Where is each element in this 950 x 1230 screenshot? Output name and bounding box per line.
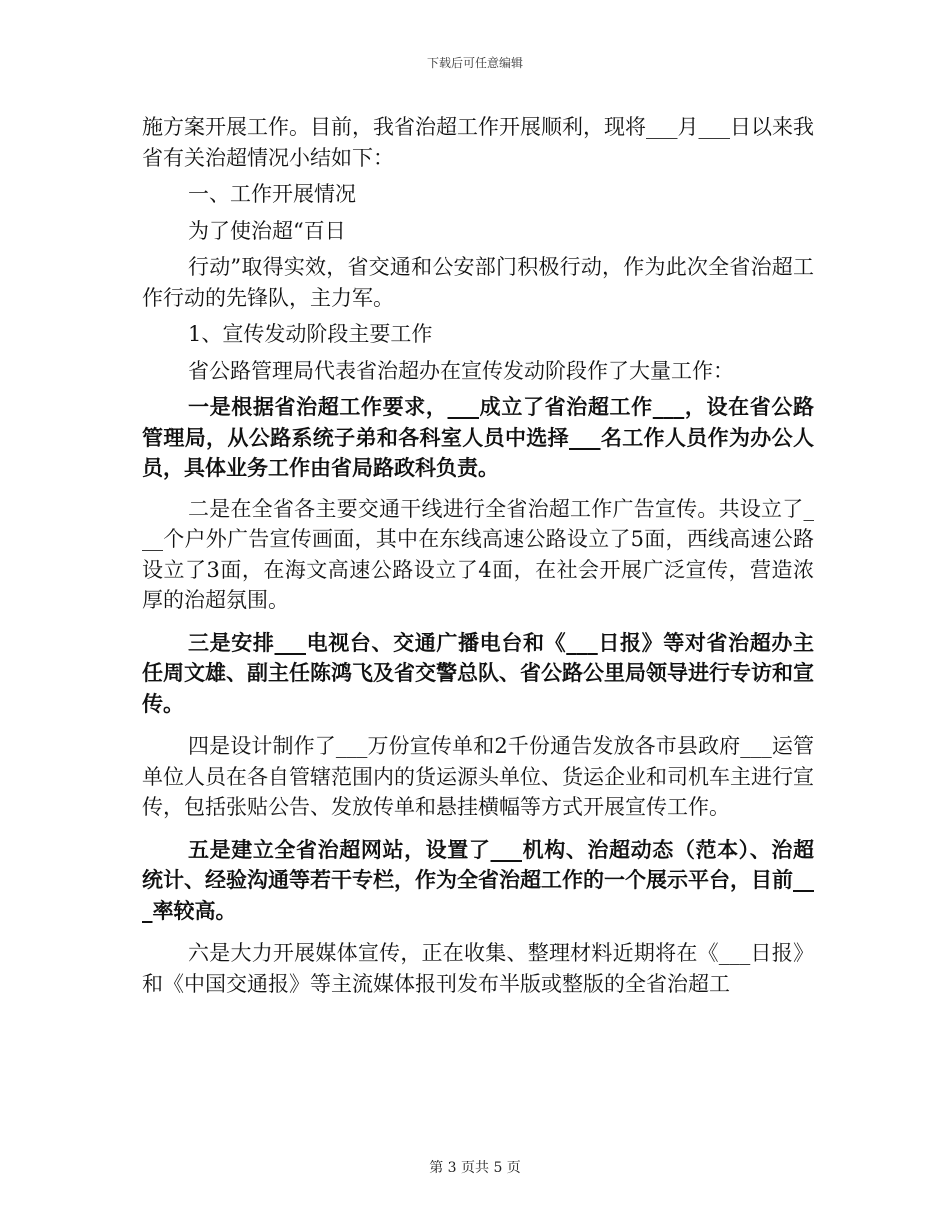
paragraph-action: 行动”取得实效，省交通和公安部门积极行动，作为此次全省治超工作行动的先锋队，主力军。 <box>142 255 814 310</box>
paragraph-bureau: 省公路管理局代表省治超办在宣传发动阶段作了大量工作： <box>188 358 734 383</box>
paragraph-item-4: 四是设计制作了___万份宣传单和2千份通告发放各市县政府___运管单位人员在各自管辖范围内的货运源头单位、货运企业和司机车主进行宣传，包括张贴公告、发放传单和悬挂横幅等方式开展宣传工作。 <box>142 734 814 819</box>
paragraph-intro: 施方案开展工作。目前，我省治超工作开展顺利，现将___月___日以来我省有关治超情况小结如下： <box>142 115 814 170</box>
page-footer: 第 3 页共 5 页 <box>429 1160 521 1176</box>
paragraph-item-2: 二是在全省各主要交通干线进行全省治超工作广告宣传。共设立了___个户外广告宣传画面，其中在东线高速公路设立了5面，西线高速公路设立了3面，在海文高速公路设立了4面，在社会开展广泛宣传，营造浓厚的治超氛围。 <box>142 496 814 612</box>
page-header: 下载后可任意编辑 <box>426 56 523 70</box>
paragraph-item-6: 六是大力开展媒体宣传，正在收集、整理材料近期将在《___日报》和《中国交通报》等主流媒体报刊发布半版或整版的全省治超工 <box>142 941 814 996</box>
paragraph-item-1: 一是根据省治超工作要求，___成立了省治超工作___，设在省公路管理局，从公路系统子弟和各科室人员中选择___名工作人员作为办公人员，具体业务工作由省局路政科负责。 <box>142 394 814 480</box>
subsection-heading-1: 1、宣传发动阶段主要工作 <box>188 322 433 346</box>
paragraph-item-3: 三是安排___电视台、交通广播电台和《___日报》等对省治超办主任周文雄、副主任陈鸿飞及省交警总队、省公路公里局领导进行专访和宣传。 <box>142 629 814 716</box>
document-body <box>142 112 814 999</box>
section-heading-1: 一、工作开展情况 <box>188 182 356 206</box>
paragraph-fragment: 为了使治超“百日 <box>188 218 346 243</box>
paragraph-item-5: 五是建立全省治超网站，设置了___机构、治超动态（范本）、治超统计、经验沟通等若干专栏，作为全省治超工作的一个展示平台，目前___率较高。 <box>142 836 814 923</box>
